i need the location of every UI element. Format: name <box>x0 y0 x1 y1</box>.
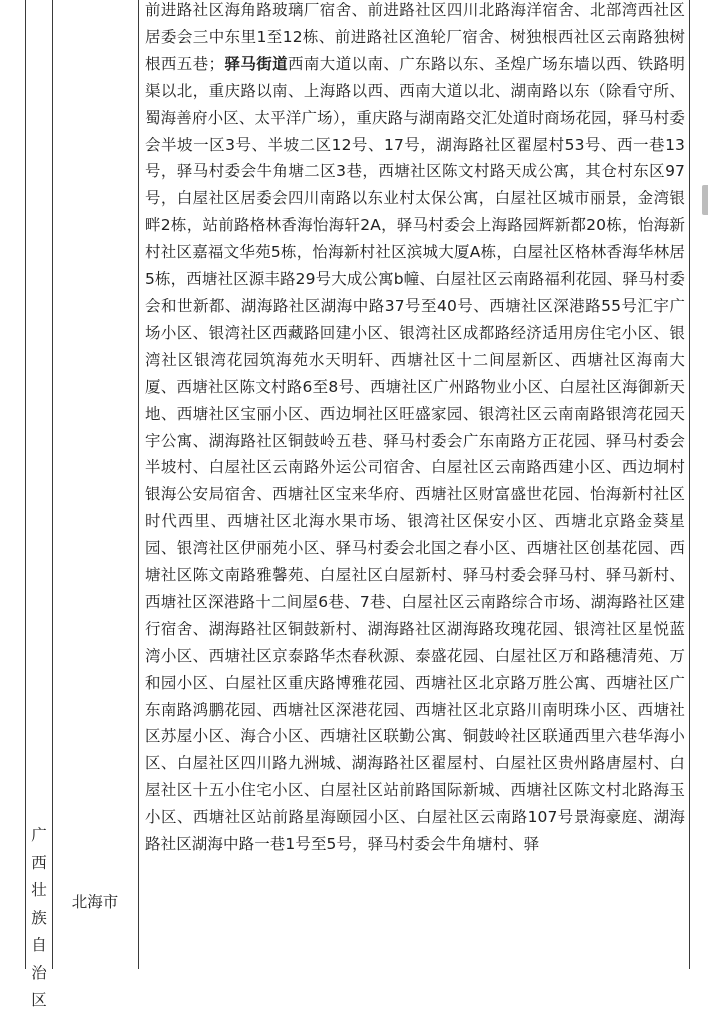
area-list-part-2: 西南大道以南、广东路以东、圣煌广场东墙以西、铁路明渠以北，重庆路以南、上海路以西、西南大道以北、湖南路以东（除看守所、蜀海善府小区、太平洋广场），重庆路与湖南路交汇处道时商场花园，驿马村委会半坡一区3号、半坡二区12号、17号，湖海路社区翟屋村53号、西一巷13号，驿马村委会牛角塘二区3巷，西塘社区陈文村路天成公寓，其仓村东区97号，白屋社区居委会四川南路以东业村太保公寓，白屋社区城市丽景，金湾银畔2栋，站前路格林香海怡海轩2A，驿马村委会上海路园辉新都20栋，怡海新村社区嘉福文华苑5栋，怡海新村社区滨城大厦A栋，白屋社区格林香海华林居5栋，西塘社区源丰路29号大成公寓b幢、白屋社区云南路福利花园、驿马村委会和世新都、湖海路社区湖海中路37号至40号、西塘社区深港路55号汇宇广场小区、银湾社区西藏路回建小区、银湾社区成都路经济适用房住宅小区、银湾社区银湾花园筑海苑水天明轩、西塘社区十二间屋新区、西塘社区海南大厦、西塘社区陈文村路6至8号、西塘社区广州路物业小区、白屋社区海御新天地、西塘社区宝丽小区、西边垌社区旺盛家园、银湾社区云南南路银湾花园天宇公寓、湖海路社区铜鼓岭五巷、驿马村委会广东南路方正花园、驿马村委会半坡村、白屋社区云南路外运公司宿舍、白屋社区云南路西建小区、西边垌村银海公安局宿舍、西塘社区宝来华府、西塘社区财富盛世花园、怡海新村社区时代西里、西塘社区北海水果市场、银湾社区保安小区、西塘北京路金葵星园、银湾社区伊丽苑小区、驿马村委会北国之春小区、西塘社区创基花园、西塘社区陈文南路雅馨苑、白屋社区白屋新村、驿马村委会驿马村、驿马新村、西塘社区深港路十二间屋6巷、7巷、白屋社区云南路综合市场、湖海路社区建行宿舍、湖海路社区铜鼓新村、湖海路社区湖海路玫瑰花园、银湾社区星悦蓝湾小区、西塘社区京泰路华杰春秋源、泰盛花园、白屋社区万和路穗清苑、万和园小区、白屋社区重庆路博雅花园、西塘社区北京路万胜公寓、西塘社区广东南路鸿鹏花园、西塘社区深港花园、西塘社区北京路川南明珠小区、西塘社区苏屋小区、海合小区、西塘社区联勤公寓、铜鼓岭社区联通西里六巷华海小区、白屋社区四川路九洲城、湖海路社区翟屋村、白屋社区贵州路唐屋村、白屋社区十五小住宅小区、白屋社区站前路国际新城、西塘社区陈文村北路海玉小区、西塘社区站前路星海颐园小区、白屋社区云南路107号景海豪庭、湖海路社区湖海中路一巷1号至5号，驿马村委会牛角塘村、驿 <box>145 54 685 854</box>
table-border-city-content <box>138 0 139 969</box>
city-cell <box>53 0 137 969</box>
city-name: 北海市 <box>71 893 119 911</box>
province-cell <box>26 0 52 1009</box>
area-list-cell <box>145 0 685 969</box>
province-name: 广西壮族自治区 <box>31 826 47 1009</box>
side-scroll-tab[interactable] <box>702 185 708 215</box>
area-list-text <box>145 0 685 858</box>
area-list-part-1: 前进路社区海角路玻璃厂宿舍、前进路社区四川北路海洋宿舍、北部湾西社区居委会三中东里1至12栋、前进路社区渔轮厂宿舍、树独根西社区云南路独树根西五巷； <box>145 1 685 73</box>
table-border-right <box>689 0 690 969</box>
street-name-bold: 驿马街道 <box>224 54 289 73</box>
